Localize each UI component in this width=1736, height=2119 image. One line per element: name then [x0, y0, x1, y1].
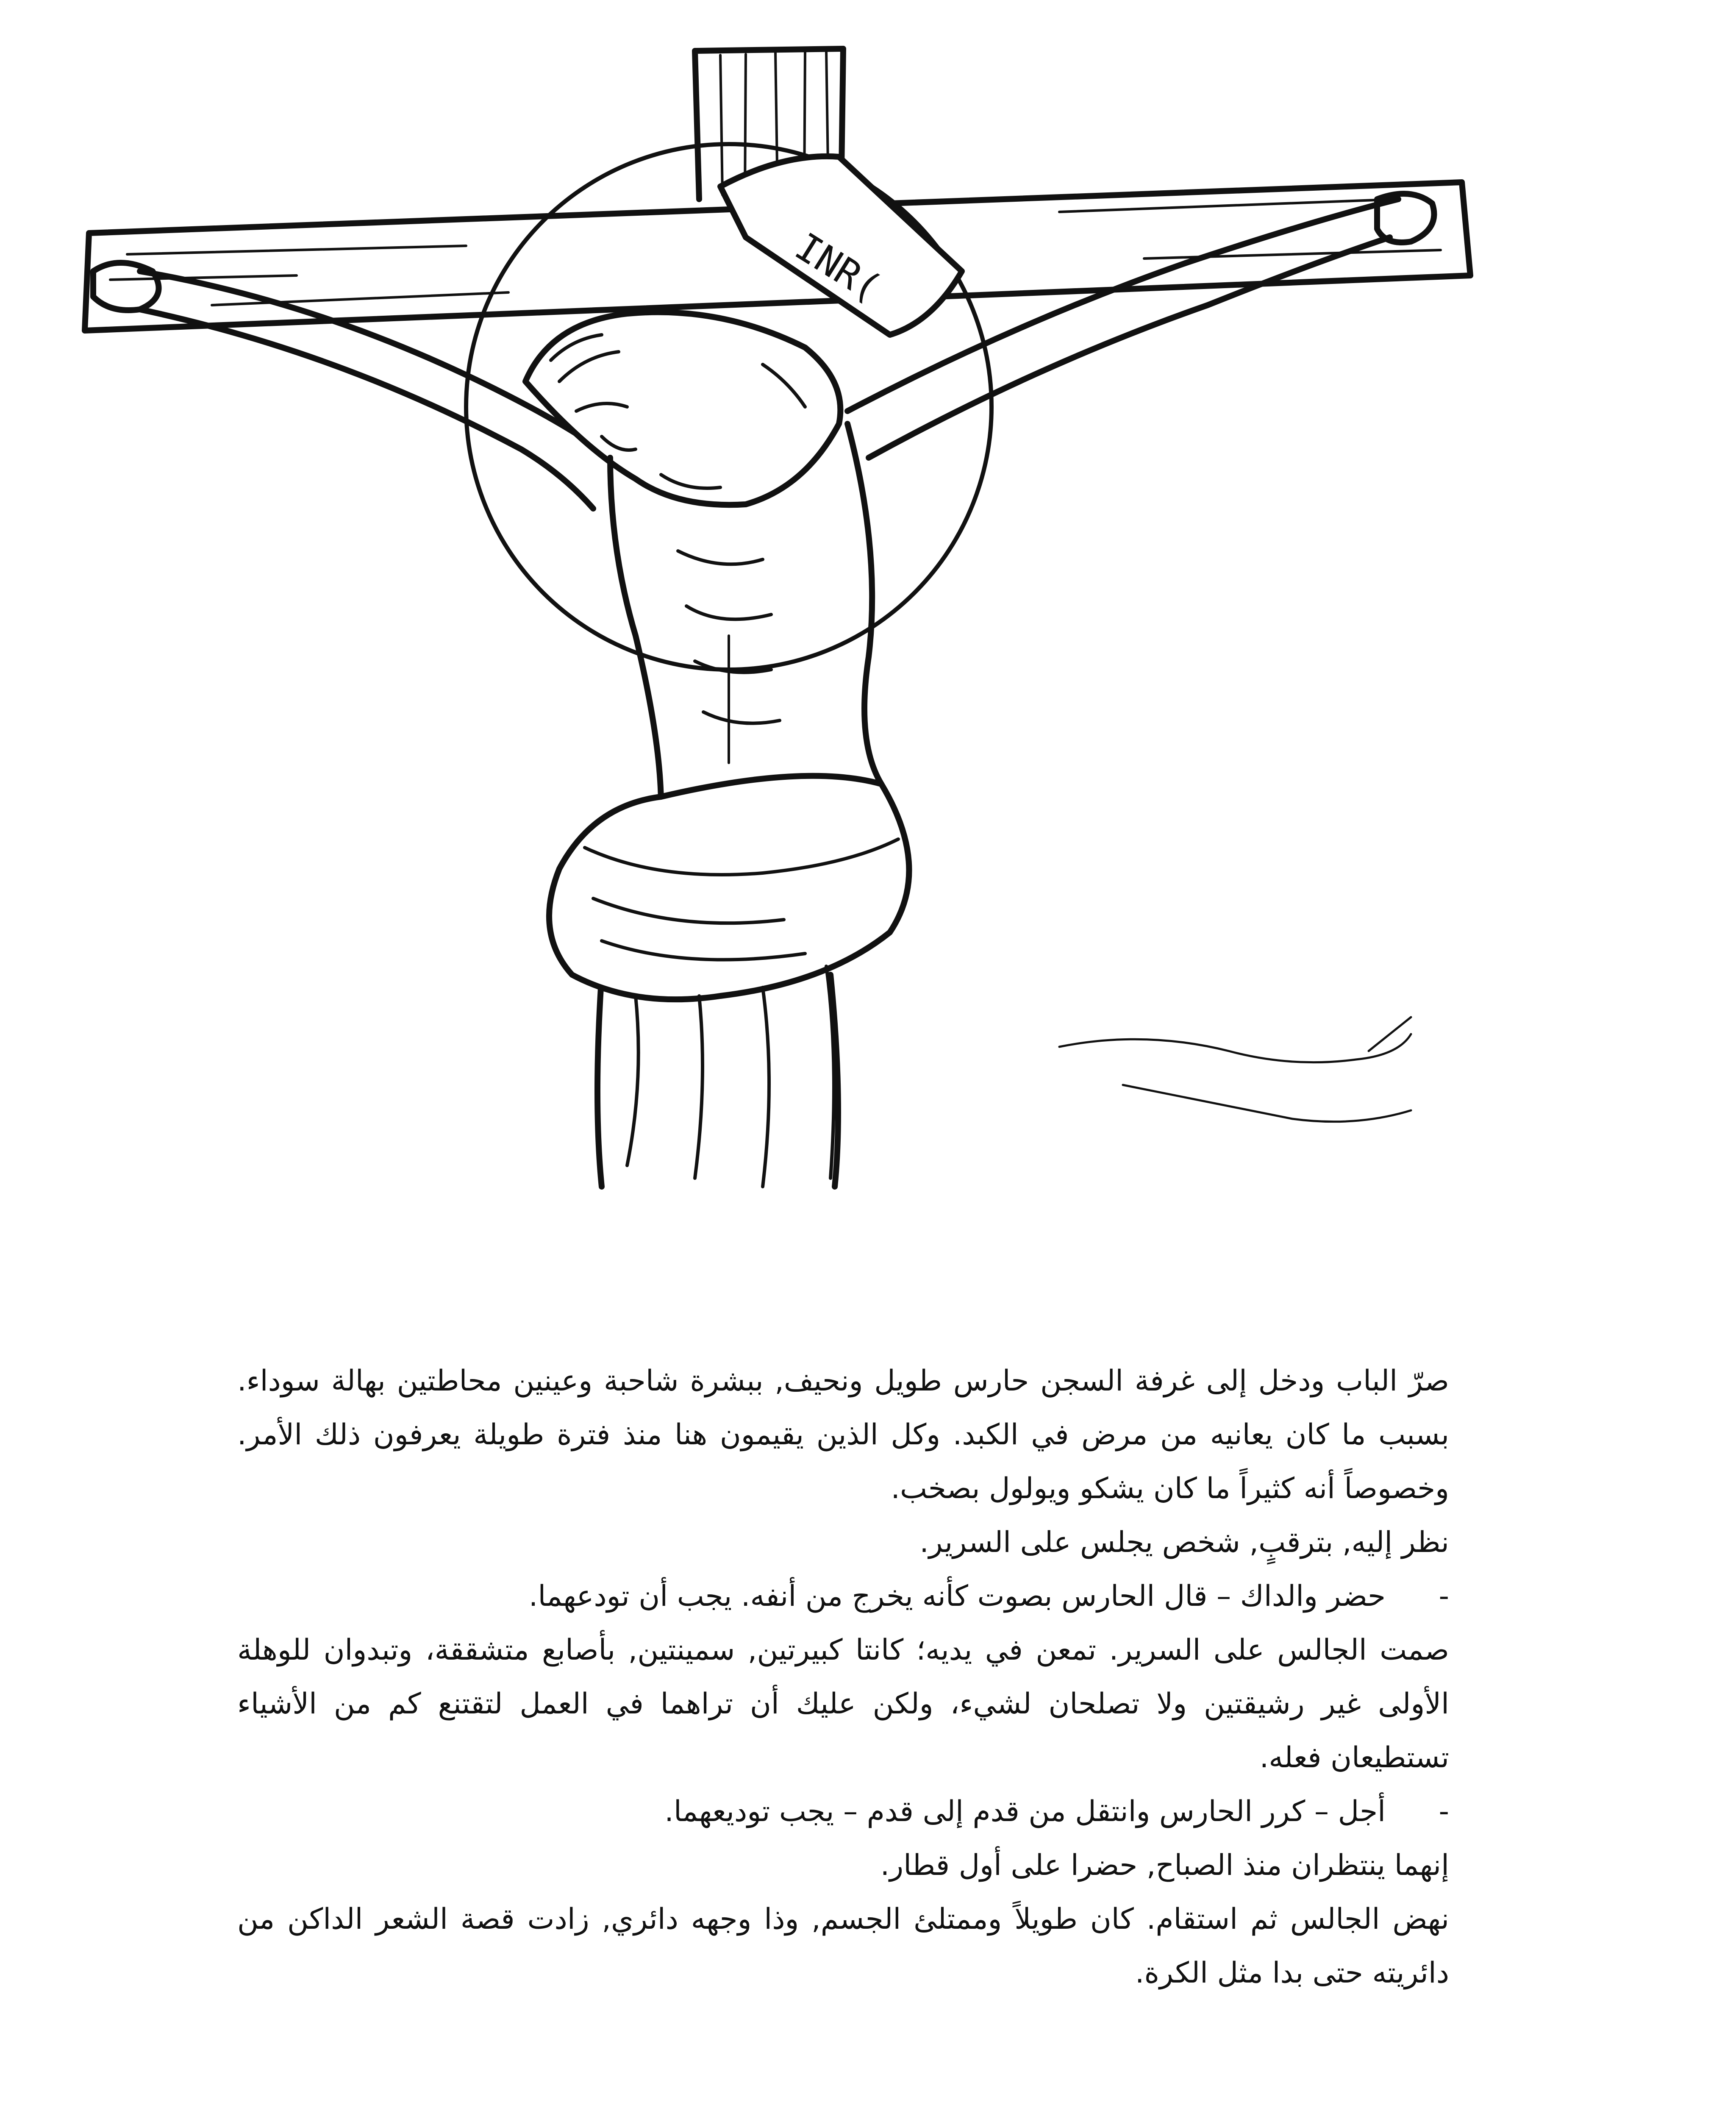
story-text: [237, 1354, 1449, 2000]
dialogue-dash: -: [1439, 1795, 1449, 1828]
dialogue-line: [237, 1569, 1449, 1623]
dialogue-dash: -: [1439, 1580, 1449, 1613]
head: [525, 312, 840, 505]
ground-scribble: [1059, 1017, 1411, 1122]
inri-sign-text: INR(: [787, 224, 889, 311]
paragraph: نهض الجالس ثم استقام. كان طويلاً وممتلئ الجسم, وذا وجهه دائري, زادت قصة الشعر الداكن من دائريته حتى بدا مثل الكرة.: [237, 1902, 1449, 1990]
paragraph: نظر إليه, بترقبٍ, شخص يجلس على السرير.: [919, 1526, 1449, 1559]
loincloth: [549, 776, 909, 1187]
paragraph: صرّ الباب ودخل إلى غرفة السجن حارس طويل ونحيف, ببشرة شاحبة وعينين محاطتين بهالة سوداء. بسبب ما كان يعانيه من مرض في الكبد. وكل الذين يقيمون هنا منذ فترة طويلة يعرفون ذلك الأمر. وخصوصاً أنه كثيراً ما كان يشكو ويولول بصخب.: [237, 1364, 1449, 1505]
dialogue-line: [237, 1785, 1449, 1838]
dialogue-text: حضر والداك – قال الحارس بصوت كأنه يخرج من أنفه. يجب أن تودعهما.: [528, 1580, 1386, 1613]
paragraph: إنهما ينتظران منذ الصباح, حضرا على أول قطار.: [880, 1849, 1449, 1882]
dialogue-text: أجل – كرر الحارس وانتقل من قدم إلى قدم – يجب توديعهما.: [664, 1795, 1386, 1828]
paragraph: صمت الجالس على السرير. تمعن في يديه؛ كانتا كبيرتين, سمينتين, بأصابع متشققة، وتبدوان للوهلة الأولى غير رشيقتين ولا تصلحان لشيء، ولكن عليك أن تراهما في العمل لتقتنع كم من الأشياء تستطيعان فعله.: [237, 1633, 1449, 1774]
